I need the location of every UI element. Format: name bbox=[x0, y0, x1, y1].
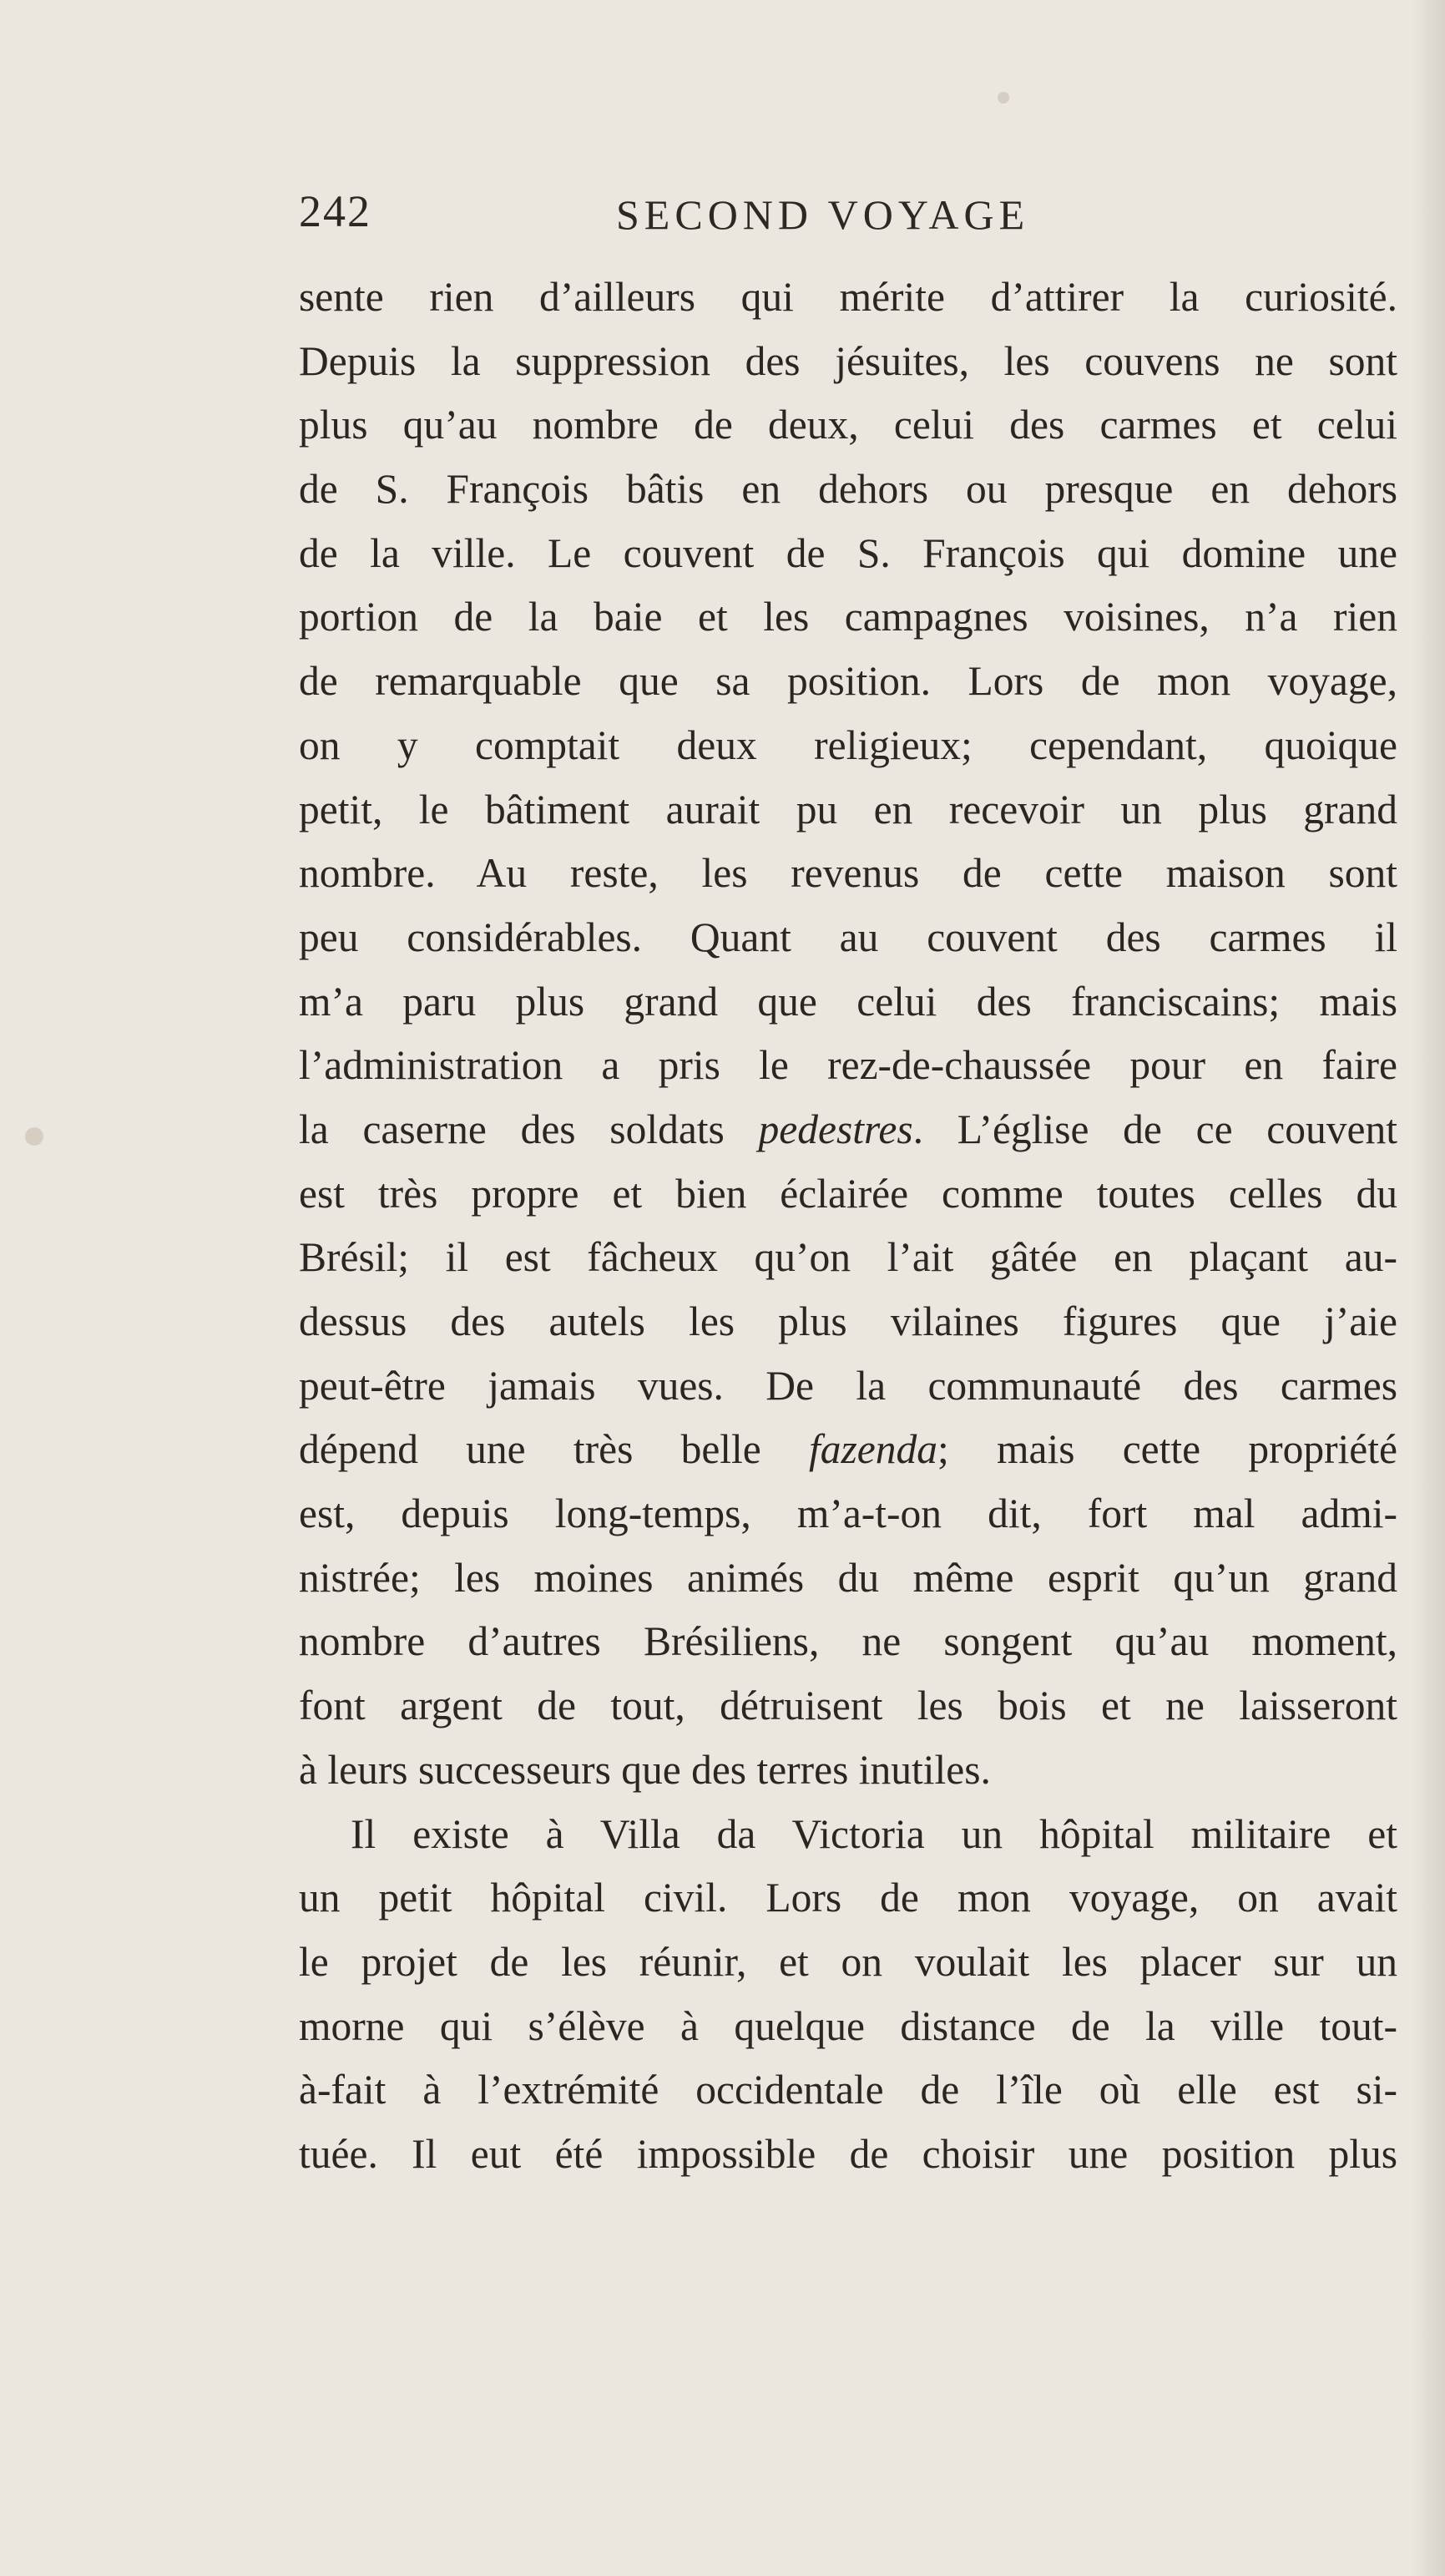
running-head: SECOND VOYAGE bbox=[616, 191, 1030, 238]
italic-term: fazenda bbox=[809, 1426, 937, 1473]
text-line: le projet de les réunir, et on voulait les placer sur un bbox=[299, 1938, 1397, 1985]
text-line: un petit hôpital civil. Lors de mon voyage, on avait bbox=[299, 1875, 1397, 1921]
text-line: portion de la baie et les campagnes voisines, n’a rien bbox=[299, 594, 1397, 640]
text-line: Brésil; il est fâcheux qu’on l’ait gâtée en plaçant au- bbox=[299, 1234, 1397, 1281]
page-edge-shadow bbox=[1412, 0, 1445, 2576]
text-line: de la ville. Le couvent de S. François qui domine une bbox=[299, 529, 1397, 576]
text-line: morne qui s’élève à quelque distance de la ville tout- bbox=[299, 2002, 1397, 2049]
paragraph bbox=[299, 1803, 1397, 2187]
text-line: la caserne des soldats pedestres. L’église de ce couvent bbox=[299, 1106, 1397, 1152]
text-line: est très propre et bien éclairée comme toutes celles du bbox=[299, 1170, 1397, 1217]
text-line: peu considérables. Quant au couvent des carmes il bbox=[299, 913, 1397, 960]
text-line: plus qu’au nombre de deux, celui des carmes et celui bbox=[299, 402, 1397, 448]
paper-spot bbox=[25, 1127, 43, 1146]
italic-term: pedestres bbox=[758, 1106, 913, 1152]
text-line: font argent de tout, détruisent les bois et ne laisseront bbox=[299, 1683, 1397, 1729]
text-line: nistrée; les moines animés du même esprit qu’un grand bbox=[299, 1554, 1397, 1601]
text-line: Il existe à Villa da Victoria un hôpital militaire et bbox=[351, 1810, 1397, 1857]
text-line: dépend une très belle fazenda; mais cette propriété bbox=[299, 1426, 1398, 1473]
text-line: petit, le bâtiment aurait pu en recevoir un plus grand bbox=[299, 786, 1397, 833]
text-line: sente rien d’ailleurs qui mérite d’attirer la curiosité. bbox=[299, 274, 1397, 320]
text-line: Depuis la suppression des jésuites, les couvens ne sont bbox=[299, 337, 1397, 384]
text-line: à-fait à l’extrémité occidentale de l’île où elle est si- bbox=[299, 2067, 1397, 2113]
text-line: m’a paru plus grand que celui des franciscains; mais bbox=[299, 978, 1397, 1025]
paragraph bbox=[299, 266, 1397, 1803]
page-header bbox=[299, 185, 1134, 252]
text-line: on y comptait deux religieux; cependant, quoique bbox=[299, 721, 1397, 768]
text-line: nombre d’autres Brésiliens, ne songent qu’au moment, bbox=[299, 1618, 1397, 1665]
text-line: peut-être jamais vues. De la communauté des carmes bbox=[299, 1362, 1397, 1409]
text-line: de remarquable que sa position. Lors de mon voyage, bbox=[299, 658, 1397, 705]
paper-spot bbox=[998, 92, 1009, 104]
text-line: de S. François bâtis en dehors ou presque en dehors bbox=[299, 466, 1397, 513]
text-line: à leurs successeurs que des terres inutiles. bbox=[299, 1746, 991, 1793]
text-line: nombre. Au reste, les revenus de cette maison sont bbox=[299, 850, 1397, 897]
text-line: l’administration a pris le rez-de-chaussée pour en faire bbox=[299, 1042, 1397, 1089]
body-text bbox=[299, 266, 1397, 2187]
text-line: est, depuis long-temps, m’a-t-on dit, fort mal admi- bbox=[299, 1490, 1397, 1537]
text-line: tuée. Il eut été impossible de choisir une position plus bbox=[299, 2130, 1397, 2177]
text-line: dessus des autels les plus vilaines figures que j’aie bbox=[299, 1298, 1397, 1344]
page-number: 242 bbox=[299, 186, 371, 236]
